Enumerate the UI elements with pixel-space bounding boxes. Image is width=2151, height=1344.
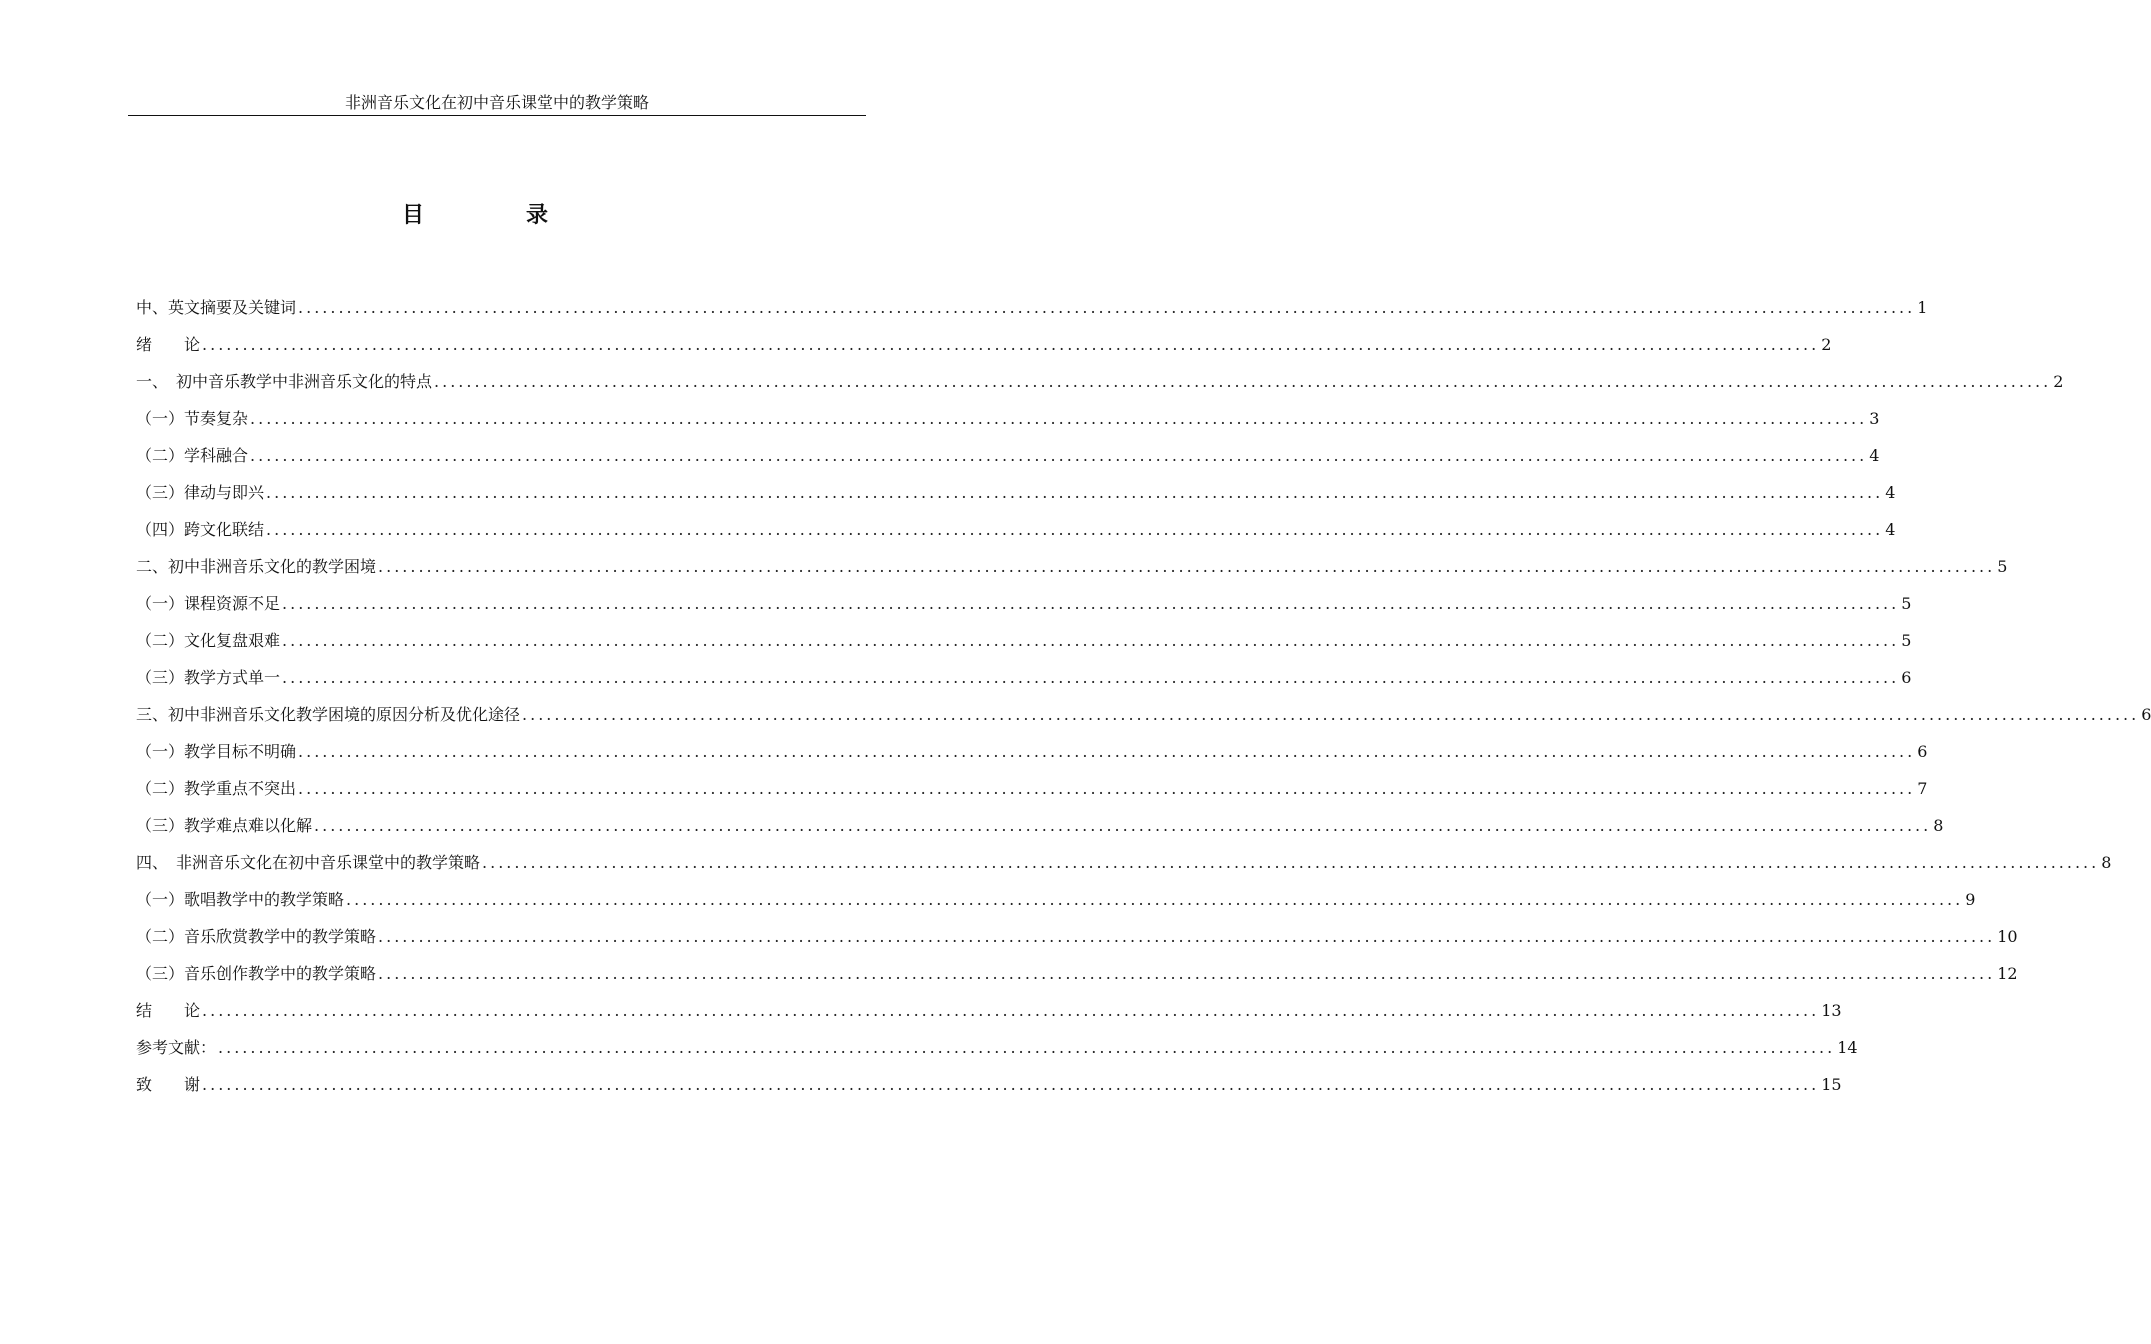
toc-leader-dots: ........................................................................................................................................................................................................ (202, 1001, 1820, 1020)
toc-entry-label: 三、初中非洲音乐文化教学困境的原因分析及优化途径 (136, 705, 521, 724)
toc-entry-page: 3 (1869, 409, 1880, 428)
toc-entry[interactable] (136, 1073, 1842, 1110)
toc-entry-label: （三）音乐创作教学中的教学策略 (136, 964, 377, 983)
toc-leader-dots: ........................................................................................................................................................................................................ (522, 705, 2140, 724)
toc-entry-label: 四、 非洲音乐文化在初中音乐课堂中的教学策略 (136, 853, 481, 872)
toc-leader-dots: ........................................................................................................................................................................................................ (250, 409, 1868, 428)
toc-entry[interactable] (136, 962, 2018, 999)
toc-leader-dots: ........................................................................................................................................................................................................ (250, 446, 1868, 465)
toc-entry[interactable] (136, 666, 1912, 703)
toc-entry-label: 绪 论 (136, 335, 201, 354)
toc-entry-page: 5 (1901, 631, 1912, 650)
toc-leader-dots: ........................................................................................................................................................................................................ (482, 853, 2100, 872)
toc-entry-label: （四）跨文化联结 (136, 520, 265, 539)
toc-entry-page: 5 (1997, 557, 2008, 576)
toc-entry-page: 9 (1965, 890, 1976, 909)
toc-entry-page: 2 (1821, 335, 1832, 354)
toc-leader-dots: ........................................................................................................................................................................................................ (202, 1075, 1820, 1094)
toc-entry-page: 6 (1917, 742, 1928, 761)
toc-leader-dots: ........................................................................................................................................................................................................ (378, 927, 1996, 946)
toc-entry-label: 结 论 (136, 1001, 201, 1020)
toc-entry-label: 参考文献： (136, 1038, 217, 1057)
toc-entry-page: 4 (1869, 446, 1880, 465)
toc-leader-dots: ........................................................................................................................................................................................................ (282, 594, 1900, 613)
toc-entry[interactable] (136, 1036, 1858, 1073)
toc-entry-label: （一）教学目标不明确 (136, 742, 297, 761)
toc-leader-dots: ........................................................................................................................................................................................................ (218, 1038, 1836, 1057)
toc-entry-page: 4 (1885, 483, 1896, 502)
toc-entry[interactable] (136, 333, 1832, 370)
toc-entry[interactable] (136, 481, 1896, 518)
toc-entry-page: 1 (1917, 298, 1928, 317)
toc-leader-dots: ........................................................................................................................................................................................................ (378, 557, 1996, 576)
toc-entry-page: 6 (1901, 668, 1912, 687)
toc-leader-dots: ........................................................................................................................................................................................................ (298, 298, 1916, 317)
toc-entry-page: 13 (1821, 1001, 1842, 1020)
toc-entry[interactable] (136, 814, 1944, 851)
toc-entry-page: 12 (1997, 964, 2018, 983)
toc-entry-page: 14 (1837, 1038, 1858, 1057)
toc-leader-dots: ........................................................................................................................................................................................................ (434, 372, 2052, 391)
toc-entry-label: （二）教学重点不突出 (136, 779, 297, 798)
toc-entry-page: 5 (1901, 594, 1912, 613)
toc-entry-label: （三）教学难点难以化解 (136, 816, 313, 835)
toc-entry-label: 中、英文摘要及关键词 (136, 298, 297, 317)
toc-entry[interactable] (136, 407, 1880, 444)
toc-entry-label: （一）歌唱教学中的教学策略 (136, 890, 345, 909)
toc-entry[interactable] (136, 740, 1928, 777)
toc-entry-page: 2 (2053, 372, 2064, 391)
toc-leader-dots: ........................................................................................................................................................................................................ (378, 964, 1996, 983)
toc-entry[interactable] (136, 592, 1912, 629)
toc-entry[interactable] (136, 703, 2151, 740)
toc-entry-label: （二）学科融合 (136, 446, 249, 465)
toc-entry-label: （三）律动与即兴 (136, 483, 265, 502)
table-of-contents (136, 296, 2151, 1110)
toc-entry-label: 二、初中非洲音乐文化的教学困境 (136, 557, 377, 576)
toc-entry[interactable] (136, 444, 1880, 481)
toc-entry-page: 8 (1933, 816, 1944, 835)
running-header: 非洲音乐文化在初中音乐课堂中的教学策略 (344, 93, 649, 112)
toc-entry-page: 15 (1821, 1075, 1842, 1094)
header-rule (128, 115, 866, 116)
toc-entry-label: （二）音乐欣赏教学中的教学策略 (136, 927, 377, 946)
toc-leader-dots: ........................................................................................................................................................................................................ (282, 668, 1900, 687)
toc-entry[interactable] (136, 925, 2018, 962)
toc-entry[interactable] (136, 555, 2008, 592)
toc-entry-page: 6 (2141, 705, 2151, 724)
toc-leader-dots: ........................................................................................................................................................................................................ (282, 631, 1900, 650)
toc-leader-dots: ........................................................................................................................................................................................................ (298, 742, 1916, 761)
toc-entry[interactable] (136, 518, 1896, 555)
toc-entry[interactable] (136, 296, 1928, 333)
toc-entry-page: 10 (1997, 927, 2018, 946)
toc-entry-label: （二）文化复盘艰难 (136, 631, 281, 650)
toc-entry-page: 8 (2101, 853, 2112, 872)
toc-entry-label: 一、 初中音乐教学中非洲音乐文化的特点 (136, 372, 433, 391)
toc-entry-label: （三）教学方式单一 (136, 668, 281, 687)
toc-entry[interactable] (136, 999, 1842, 1036)
toc-title: 目 录 (401, 202, 588, 228)
toc-entry[interactable] (136, 777, 1928, 814)
toc-leader-dots: ........................................................................................................................................................................................................ (314, 816, 1932, 835)
toc-entry[interactable] (136, 851, 2112, 888)
toc-entry-page: 4 (1885, 520, 1896, 539)
toc-leader-dots: ........................................................................................................................................................................................................ (346, 890, 1964, 909)
toc-leader-dots: ........................................................................................................................................................................................................ (266, 520, 1884, 539)
toc-leader-dots: ........................................................................................................................................................................................................ (202, 335, 1820, 354)
toc-entry-label: 致 谢 (136, 1075, 201, 1094)
toc-entry[interactable] (136, 629, 1912, 666)
toc-leader-dots: ........................................................................................................................................................................................................ (298, 779, 1916, 798)
toc-entry[interactable] (136, 370, 2064, 407)
toc-entry-label: （一）课程资源不足 (136, 594, 281, 613)
toc-entry-label: （一）节奏复杂 (136, 409, 249, 428)
toc-leader-dots: ........................................................................................................................................................................................................ (266, 483, 1884, 502)
toc-entry[interactable] (136, 888, 1976, 925)
toc-entry-page: 7 (1917, 779, 1928, 798)
